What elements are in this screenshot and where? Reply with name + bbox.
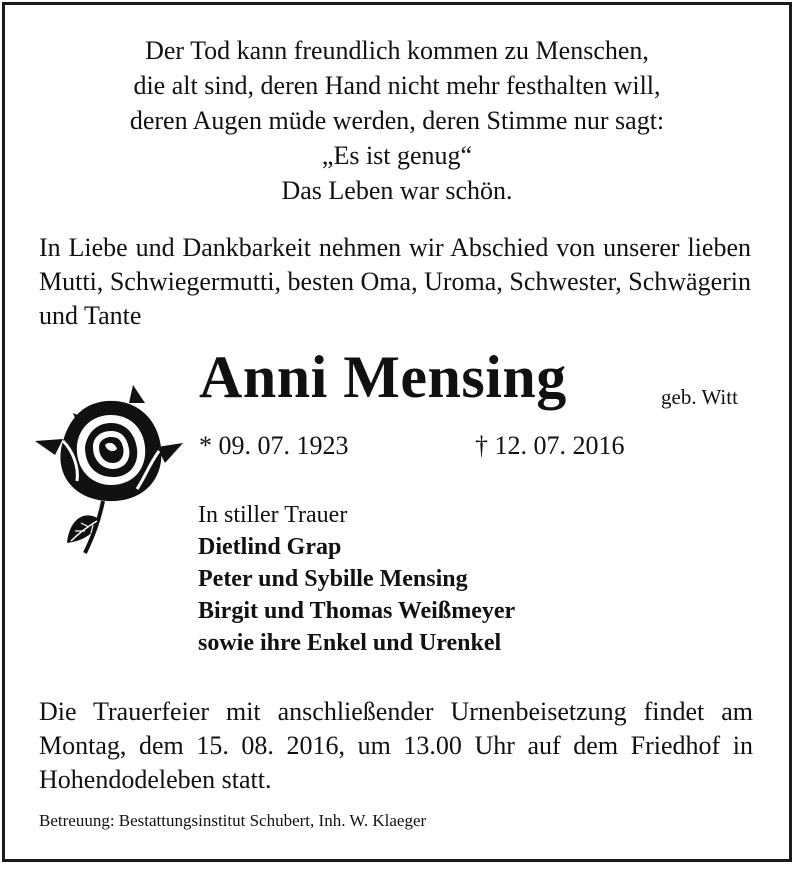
mourners-label: In stiller Trauer	[198, 502, 348, 528]
poem-line: deren Augen müde werden, deren Stimme nur sagt:	[129, 106, 665, 135]
rose-icon	[33, 381, 183, 556]
poem-line: Der Tod kann freundlich kommen zu Menschen,	[145, 36, 649, 65]
mourner-name: Peter und Sybille Mensing	[198, 566, 468, 592]
mourner-name: Dietlind Grap	[198, 534, 342, 560]
poem-line: „Es ist genug“	[321, 141, 473, 170]
poem-line: Das Leben war schön.	[281, 176, 513, 205]
obituary-notice	[2, 2, 792, 862]
intro-text: In Liebe und Dankbarkeit nehmen wir Abschied von unserer lieben Mutti, Schwiegermutti, besten Oma, Uroma, Schwester, Schwägerin und Tante	[39, 233, 751, 330]
funeral-home-credit: Betreuung: Bestattungsinstitut Schubert, Inh. W. Klaeger	[39, 811, 427, 830]
maiden-name: geb. Witt	[661, 385, 738, 409]
ceremony-info: Die Trauerfeier mit anschließender Urnenbeisetzung findet am Montag, dem 15. 08. 2016, um 13.00 Uhr auf dem Friedhof in Hohendodeleben statt.	[39, 697, 753, 794]
mourner-name: sowie ihre Enkel und Urenkel	[198, 630, 502, 656]
poem	[5, 33, 789, 208]
birth-date: * 09. 07. 1923	[199, 431, 349, 460]
deceased-name: Anni Mensing	[199, 344, 567, 410]
poem-line: die alt sind, deren Hand nicht mehr festhalten will,	[133, 71, 661, 100]
mourner-name: Birgit und Thomas Weißmeyer	[198, 598, 516, 624]
death-date: † 12. 07. 2016	[475, 431, 625, 460]
mourners-block	[198, 499, 515, 659]
